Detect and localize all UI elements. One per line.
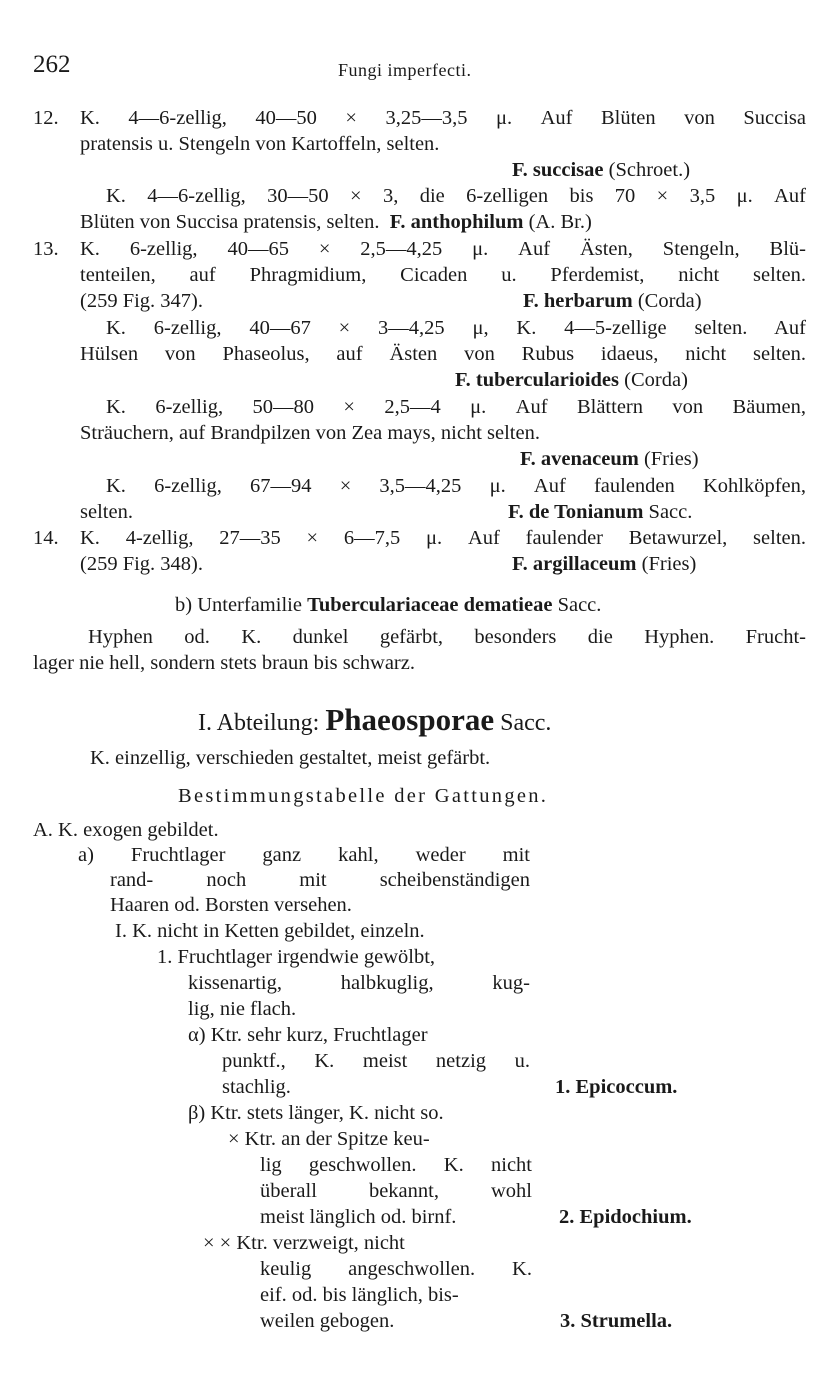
key-table-title: Bestimmungstabelle der Gattungen. bbox=[178, 785, 549, 807]
key-line: rand- noch mit scheibenständigen bbox=[110, 869, 530, 891]
key-line: α) Ktr. sehr kurz, Fruchtlager bbox=[188, 1024, 428, 1046]
entry-text: K. 6-zellig, 40—67 × 3—4,25 μ, K. 4—5-zellige selten. Auf bbox=[106, 317, 806, 339]
division-heading bbox=[198, 703, 551, 740]
running-title: Fungi imperfecti. bbox=[338, 60, 472, 80]
species-name: F. anthophilum bbox=[389, 211, 524, 233]
species-authority: (Corda) bbox=[624, 369, 688, 391]
key-line: lig geschwollen. K. nicht bbox=[260, 1154, 532, 1176]
species-line bbox=[512, 551, 696, 577]
subfamily-description: Hyphen od. K. dunkel gefärbt, besonders die Hyphen. Frucht- bbox=[88, 626, 806, 648]
key-line: A. K. exogen gebildet. bbox=[33, 819, 219, 841]
entry-text: (259 Fig. 348). bbox=[80, 553, 203, 575]
species-line bbox=[455, 367, 688, 393]
entry-text: K. 4—6-zellig, 30—50 × 3, die 6-zelligen bis 70 × 3,5 μ. Auf bbox=[106, 185, 806, 207]
entry-text: Hülsen von Phaseolus, auf Ästen von Rubus idaeus, nicht selten. bbox=[80, 343, 806, 365]
entry-text: pratensis u. Stengeln von Kartoffeln, selten. bbox=[80, 133, 440, 155]
division-description: K. einzellig, verschieden gestaltet, meist gefärbt. bbox=[90, 747, 491, 769]
entry-text-part: Blüten von Succisa pratensis, selten. bbox=[80, 211, 380, 233]
key-line: punktf., K. meist netzig u. bbox=[222, 1050, 530, 1072]
entry-number: 14. bbox=[33, 527, 59, 549]
entry-text: selten. bbox=[80, 501, 133, 523]
species-name: F. avenaceum bbox=[520, 448, 639, 470]
genus-epidochium: 2. Epidochium. bbox=[559, 1206, 692, 1228]
species-line bbox=[520, 446, 699, 472]
division-label: I. Abteilung: bbox=[198, 710, 320, 736]
species-line bbox=[523, 288, 702, 314]
key-line: × Ktr. an der Spitze keu- bbox=[228, 1128, 430, 1150]
key-line: Haaren od. Borsten versehen. bbox=[110, 894, 352, 916]
key-line: keulig angeschwollen. K. bbox=[260, 1258, 532, 1280]
species-name: F. argillaceum bbox=[512, 553, 637, 575]
key-line: I. K. nicht in Ketten gebildet, einzeln. bbox=[115, 920, 425, 942]
key-line: β) Ktr. stets länger, K. nicht so. bbox=[188, 1102, 444, 1124]
entry-number: 13. bbox=[33, 238, 59, 260]
species-authority: (Fries) bbox=[641, 553, 697, 575]
species-name: F. succisae bbox=[512, 159, 604, 181]
entry-text: K. 6-zellig, 50—80 × 2,5—4 μ. Auf Blättern von Bäumen, bbox=[106, 396, 806, 418]
key-line: a) Fruchtlager ganz kahl, weder mit bbox=[78, 844, 530, 866]
entry-text: tenteilen, auf Phragmidium, Cicaden u. Pferdemist, nicht selten. bbox=[80, 264, 806, 286]
entry-text: K. 6-zellig, 40—65 × 2,5—4,25 μ. Auf Ästen, Stengeln, Blü- bbox=[80, 238, 806, 260]
entry-text: (259 Fig. 347). bbox=[80, 290, 203, 312]
entry-text bbox=[80, 209, 806, 235]
species-authority: Sacc. bbox=[648, 501, 693, 523]
entry-text: K. 4—6-zellig, 40—50 × 3,25—3,5 μ. Auf Blüten von Succisa bbox=[80, 107, 806, 129]
species-authority: (A. Br.) bbox=[528, 211, 592, 233]
entry-number: 12. bbox=[33, 107, 59, 129]
key-line: weilen gebogen. bbox=[260, 1310, 395, 1332]
key-line: × × Ktr. verzweigt, nicht bbox=[203, 1232, 405, 1254]
subfamily-description: lager nie hell, sondern stets braun bis schwarz. bbox=[33, 652, 415, 674]
species-line bbox=[508, 499, 692, 525]
division-name: Phaeosporae bbox=[325, 702, 495, 737]
species-name: F. herbarum bbox=[523, 290, 633, 312]
subfamily-prefix: b) Unterfamilie bbox=[175, 594, 302, 616]
species-authority: (Fries) bbox=[643, 448, 699, 470]
key-line: eif. od. bis länglich, bis- bbox=[260, 1284, 459, 1306]
division-authority: Sacc. bbox=[500, 710, 552, 736]
key-line: lig, nie flach. bbox=[188, 998, 297, 1020]
species-name: F. de Tonianum bbox=[508, 501, 644, 523]
species-line bbox=[512, 157, 690, 183]
genus-strumella: 3. Strumella. bbox=[560, 1310, 673, 1332]
page-number: 262 bbox=[33, 51, 71, 78]
key-line: meist länglich od. birnf. bbox=[260, 1206, 457, 1228]
key-line: stachlig. bbox=[222, 1076, 291, 1098]
key-line: überall bekannt, wohl bbox=[260, 1180, 532, 1202]
subfamily-heading bbox=[175, 592, 601, 618]
species-authority: (Schroet.) bbox=[608, 159, 691, 181]
species-authority: (Corda) bbox=[637, 290, 702, 312]
entry-text: K. 4-zellig, 27—35 × 6—7,5 μ. Auf faulender Betawurzel, selten. bbox=[80, 527, 806, 549]
entry-text: K. 6-zellig, 67—94 × 3,5—4,25 μ. Auf faulenden Kohlköpfen, bbox=[106, 475, 806, 497]
entry-text: Sträuchern, auf Brandpilzen von Zea mays, nicht selten. bbox=[80, 422, 540, 444]
key-line: kissenartig, halbkuglig, kug- bbox=[188, 972, 530, 994]
species-name: F. tubercularioides bbox=[455, 369, 620, 391]
genus-epicoccum: 1. Epicoccum. bbox=[555, 1076, 678, 1098]
subfamily-name: Tuberculariaceae dematieae bbox=[307, 594, 553, 616]
key-line: 1. Fruchtlager irgendwie gewölbt, bbox=[157, 946, 436, 968]
subfamily-authority: Sacc. bbox=[557, 594, 602, 616]
